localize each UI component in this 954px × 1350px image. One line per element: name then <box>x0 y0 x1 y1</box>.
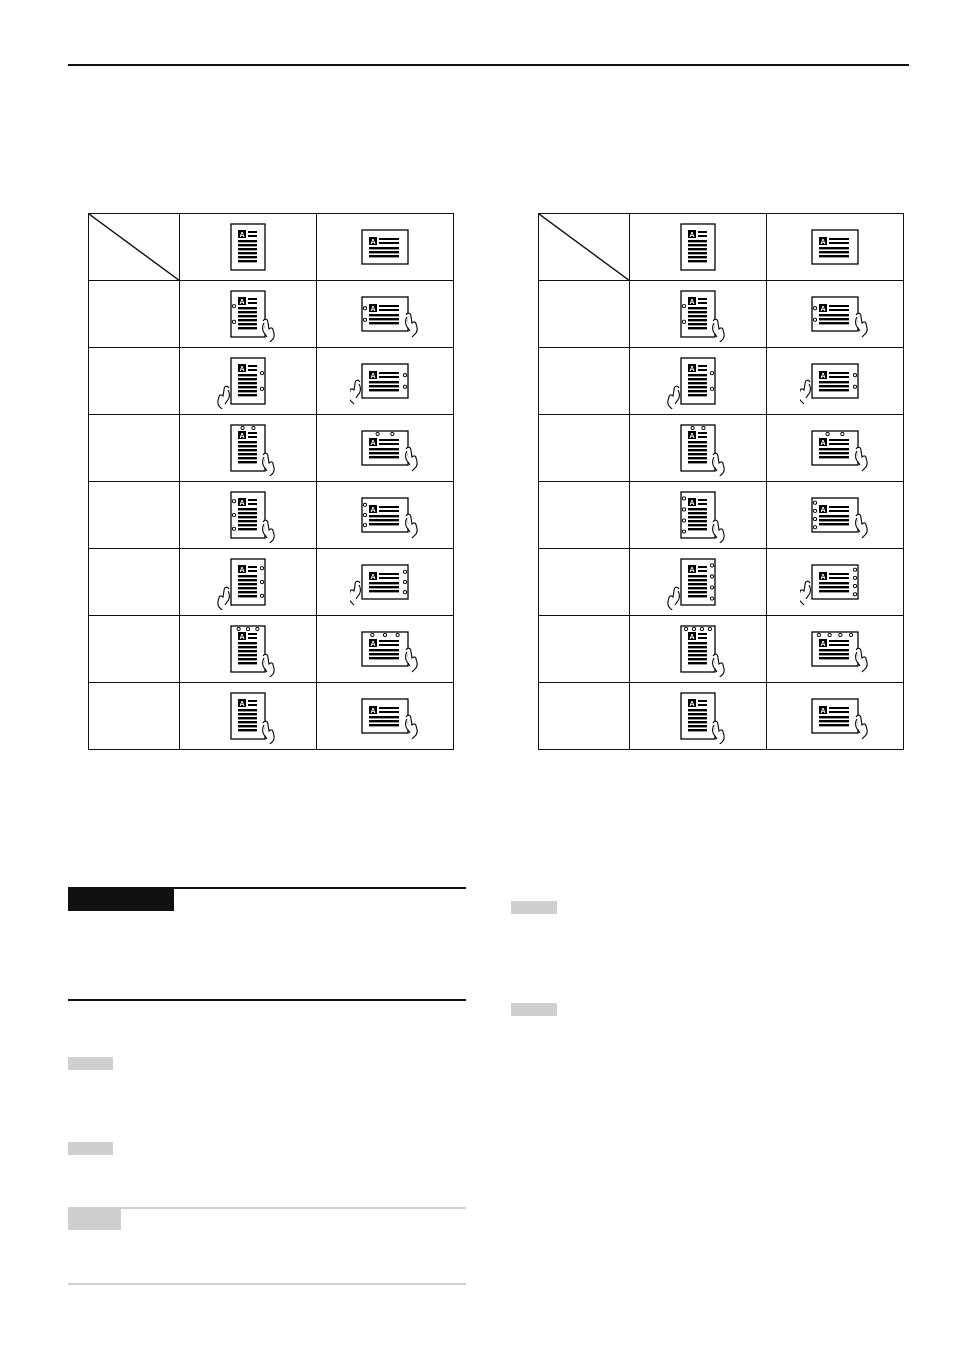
svg-text:A: A <box>239 365 245 373</box>
landscape-top-2hole-icon <box>317 420 453 476</box>
svg-text:A: A <box>689 432 695 440</box>
svg-text:A: A <box>239 499 245 507</box>
pattern-cell <box>180 549 317 616</box>
row-label-cell <box>89 482 180 549</box>
pattern-cell <box>767 214 904 281</box>
important-end-rule <box>68 999 466 1001</box>
row-label-cell <box>539 549 630 616</box>
table-row <box>89 214 454 281</box>
svg-text:A: A <box>820 305 826 313</box>
step-label <box>511 1003 557 1016</box>
landscape-doc-icon <box>317 219 453 275</box>
table-row <box>539 482 904 549</box>
svg-text:A: A <box>689 633 695 641</box>
row-label-cell <box>89 415 180 482</box>
portrait-doc-icon <box>630 219 766 275</box>
svg-text:A: A <box>820 439 826 447</box>
landscape-top-4hole-icon <box>767 621 903 677</box>
svg-text:A: A <box>239 231 245 239</box>
svg-text:A: A <box>689 499 695 507</box>
portrait-left-2hole-icon <box>630 286 766 342</box>
svg-text:A: A <box>820 238 826 246</box>
step-label <box>68 1142 113 1155</box>
pattern-cell <box>767 348 904 415</box>
svg-text:A: A <box>370 439 376 447</box>
row-label-cell <box>89 348 180 415</box>
pattern-cell <box>630 549 767 616</box>
row-label-cell <box>539 348 630 415</box>
row-label-cell <box>539 281 630 348</box>
svg-text:A: A <box>239 566 245 574</box>
portrait-right-2hole-icon <box>630 353 766 409</box>
landscape-left-2hole-icon <box>317 286 453 342</box>
pattern-cell <box>180 348 317 415</box>
landscape-right-2hole-icon <box>317 353 453 409</box>
landscape-right-3hole-icon <box>317 554 453 610</box>
pattern-cell <box>317 348 454 415</box>
portrait-right-4hole-icon <box>630 554 766 610</box>
table-row <box>539 683 904 750</box>
table-row <box>539 415 904 482</box>
note-bottom-rule <box>68 1283 466 1285</box>
svg-text:A: A <box>239 432 245 440</box>
corner-cell <box>89 214 180 281</box>
row-label-cell <box>89 549 180 616</box>
table-row <box>89 281 454 348</box>
important-label <box>68 889 174 911</box>
landscape-no-punch-icon <box>317 688 453 744</box>
row-label-cell <box>539 616 630 683</box>
landscape-right-2hole-icon <box>767 353 903 409</box>
pattern-cell <box>630 415 767 482</box>
pattern-cell <box>317 482 454 549</box>
svg-text:A: A <box>689 700 695 708</box>
portrait-left-4hole-icon <box>630 487 766 543</box>
pattern-cell <box>317 683 454 750</box>
svg-text:A: A <box>689 365 695 373</box>
portrait-top-2hole-icon <box>630 420 766 476</box>
row-label-cell <box>89 281 180 348</box>
svg-text:A: A <box>820 573 826 581</box>
table-row <box>89 482 454 549</box>
svg-text:A: A <box>239 633 245 641</box>
row-label-cell <box>89 683 180 750</box>
svg-text:A: A <box>689 231 695 239</box>
hole-pattern-table-right <box>538 213 904 750</box>
svg-text:A: A <box>370 506 376 514</box>
landscape-right-4hole-icon <box>767 554 903 610</box>
portrait-left-2hole-icon <box>180 286 316 342</box>
table-row <box>89 616 454 683</box>
landscape-doc-icon <box>767 219 903 275</box>
portrait-top-4hole-icon <box>630 621 766 677</box>
step-label <box>68 1057 113 1070</box>
table-row <box>89 348 454 415</box>
pattern-cell <box>180 415 317 482</box>
landscape-left-2hole-icon <box>767 286 903 342</box>
header-rule <box>68 64 909 66</box>
pattern-cell <box>180 683 317 750</box>
table-row <box>539 348 904 415</box>
hole-pattern-table-left <box>88 213 454 750</box>
portrait-left-3hole-icon <box>180 487 316 543</box>
svg-text:A: A <box>239 298 245 306</box>
pattern-cell <box>317 281 454 348</box>
portrait-top-2hole-icon <box>180 420 316 476</box>
pattern-cell <box>630 348 767 415</box>
pattern-cell <box>317 616 454 683</box>
pattern-cell <box>317 415 454 482</box>
pattern-cell <box>630 281 767 348</box>
portrait-doc-icon <box>180 219 316 275</box>
pattern-cell <box>767 549 904 616</box>
pattern-cell <box>317 214 454 281</box>
pattern-cell <box>630 616 767 683</box>
table-row <box>89 549 454 616</box>
svg-text:A: A <box>820 506 826 514</box>
portrait-right-3hole-icon <box>180 554 316 610</box>
pattern-cell <box>630 683 767 750</box>
table-row <box>89 415 454 482</box>
svg-text:A: A <box>820 640 826 648</box>
landscape-left-3hole-icon <box>317 487 453 543</box>
pattern-cell <box>180 281 317 348</box>
svg-text:A: A <box>370 707 376 715</box>
landscape-no-punch-icon <box>767 688 903 744</box>
svg-text:A: A <box>820 372 826 380</box>
step-label <box>511 901 557 914</box>
pattern-cell <box>630 214 767 281</box>
portrait-no-punch-icon <box>180 688 316 744</box>
row-label-cell <box>539 683 630 750</box>
svg-text:A: A <box>239 700 245 708</box>
table-row <box>539 549 904 616</box>
row-label-cell <box>89 616 180 683</box>
note-label <box>68 1209 121 1230</box>
svg-text:A: A <box>370 573 376 581</box>
svg-text:A: A <box>370 238 376 246</box>
svg-text:A: A <box>370 305 376 313</box>
pattern-cell <box>630 482 767 549</box>
landscape-top-2hole-icon <box>767 420 903 476</box>
pattern-cell <box>180 616 317 683</box>
row-label-cell <box>539 415 630 482</box>
portrait-top-3hole-icon <box>180 621 316 677</box>
landscape-left-4hole-icon <box>767 487 903 543</box>
pattern-cell <box>180 214 317 281</box>
table-row <box>539 616 904 683</box>
table-row <box>539 281 904 348</box>
svg-text:A: A <box>370 372 376 380</box>
svg-text:A: A <box>820 707 826 715</box>
pattern-cell <box>767 415 904 482</box>
landscape-top-3hole-icon <box>317 621 453 677</box>
svg-text:A: A <box>689 298 695 306</box>
pattern-cell <box>767 683 904 750</box>
pattern-cell <box>317 549 454 616</box>
row-label-cell <box>539 482 630 549</box>
note-top-rule <box>68 1207 466 1209</box>
svg-text:A: A <box>370 640 376 648</box>
pattern-cell <box>767 482 904 549</box>
pattern-cell <box>180 482 317 549</box>
portrait-right-2hole-icon <box>180 353 316 409</box>
pattern-cell <box>767 281 904 348</box>
svg-text:A: A <box>689 566 695 574</box>
pattern-cell <box>767 616 904 683</box>
corner-cell <box>539 214 630 281</box>
table-row <box>89 683 454 750</box>
table-row <box>539 214 904 281</box>
portrait-no-punch-icon <box>630 688 766 744</box>
